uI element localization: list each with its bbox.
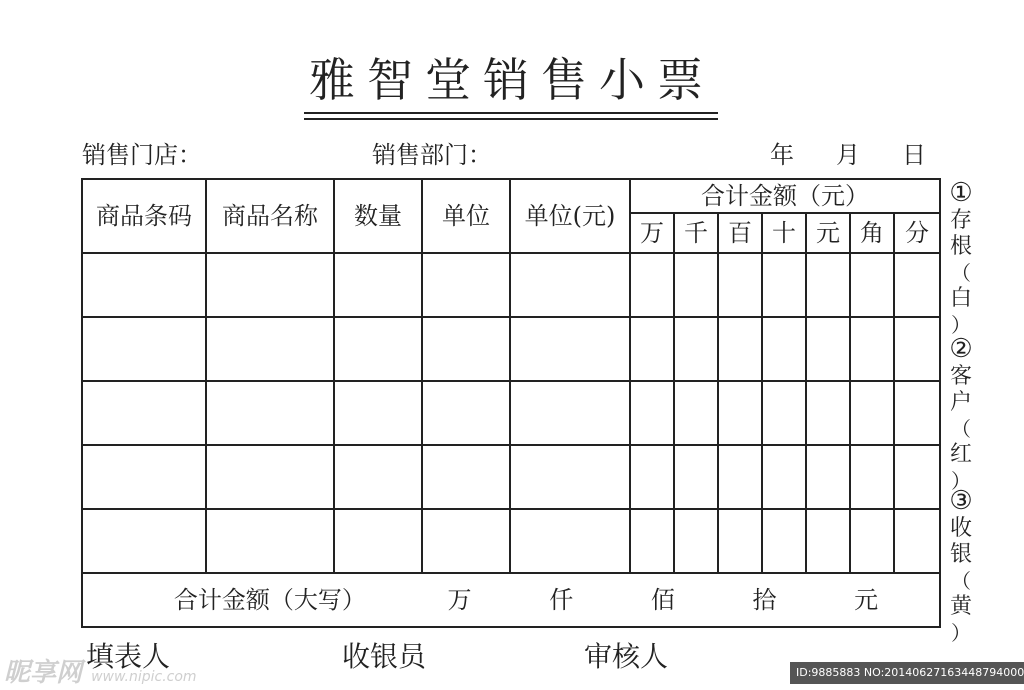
header-amount-total: 合计金额（元） bbox=[630, 179, 940, 213]
table-cell[interactable] bbox=[806, 253, 850, 317]
table-cell[interactable] bbox=[82, 253, 206, 317]
table-cell[interactable] bbox=[850, 445, 894, 509]
table-cell[interactable] bbox=[82, 509, 206, 573]
watermark-logo-text: 昵享网 bbox=[4, 658, 83, 688]
table-cell[interactable] bbox=[630, 253, 674, 317]
table-cell[interactable] bbox=[718, 317, 762, 381]
document-title: 雅智堂销售小票 bbox=[309, 53, 715, 107]
table-cell[interactable] bbox=[206, 381, 334, 445]
table-cell[interactable] bbox=[894, 509, 940, 573]
watermark-id-bar: ID:9885883 NO:20140627163448794000 bbox=[790, 662, 1024, 684]
table-cell[interactable] bbox=[334, 381, 422, 445]
copy-3-char: 收 bbox=[949, 516, 972, 541]
table-cell[interactable] bbox=[422, 317, 510, 381]
table-row bbox=[82, 509, 940, 573]
table-cell[interactable] bbox=[850, 253, 894, 317]
copy-3-paren: ） bbox=[951, 621, 971, 645]
copy-1-paren: （ bbox=[951, 261, 971, 285]
table-cell[interactable] bbox=[674, 509, 718, 573]
table-cell[interactable] bbox=[806, 317, 850, 381]
table-cell[interactable] bbox=[82, 445, 206, 509]
copy-2-char: 客 bbox=[949, 364, 972, 389]
table-cell[interactable] bbox=[718, 445, 762, 509]
copy-2-paren: ） bbox=[951, 469, 971, 493]
table-cell[interactable] bbox=[762, 445, 806, 509]
date-day: 日 bbox=[902, 141, 926, 169]
table-row bbox=[82, 253, 940, 317]
table-cell[interactable] bbox=[510, 445, 630, 509]
amount-unit-jiao: 角 bbox=[850, 213, 894, 253]
copy-1-paren: ） bbox=[951, 313, 971, 337]
table-cell[interactable] bbox=[422, 253, 510, 317]
copy-2-paren: （ bbox=[951, 417, 971, 441]
total-unit-bai: 佰 bbox=[650, 586, 675, 614]
table-cell[interactable] bbox=[762, 253, 806, 317]
header-barcode: 商品条码 bbox=[82, 179, 206, 253]
table-cell[interactable] bbox=[630, 509, 674, 573]
table-cell[interactable] bbox=[806, 445, 850, 509]
table-cell[interactable] bbox=[718, 253, 762, 317]
table-cell[interactable] bbox=[206, 445, 334, 509]
copy-2-color: 红 bbox=[949, 442, 972, 467]
copy-2-char: 户 bbox=[949, 390, 972, 415]
table-cell[interactable] bbox=[630, 445, 674, 509]
watermark-logo bbox=[4, 652, 197, 689]
table-cell[interactable] bbox=[894, 381, 940, 445]
table-row bbox=[82, 381, 940, 445]
table-cell[interactable] bbox=[334, 445, 422, 509]
amount-unit-yuan: 元 bbox=[806, 213, 850, 253]
title-underline-bottom bbox=[304, 118, 718, 120]
copy-label-2 bbox=[944, 334, 978, 494]
amount-unit-shi: 十 bbox=[762, 213, 806, 253]
table-cell[interactable] bbox=[894, 317, 940, 381]
table-cell[interactable] bbox=[718, 381, 762, 445]
date-month: 月 bbox=[836, 141, 860, 169]
total-in-words-cell[interactable] bbox=[82, 573, 940, 627]
table-cell[interactable] bbox=[510, 317, 630, 381]
table-cell[interactable] bbox=[674, 445, 718, 509]
table-cell[interactable] bbox=[206, 509, 334, 573]
copy-3-char: 银 bbox=[949, 542, 972, 567]
header-unit-price: 单位(元) bbox=[510, 179, 630, 253]
receipt-table bbox=[81, 178, 941, 628]
table-cell[interactable] bbox=[718, 509, 762, 573]
copy-label-3 bbox=[944, 486, 978, 646]
copy-1-color: 白 bbox=[949, 286, 972, 311]
table-cell[interactable] bbox=[422, 509, 510, 573]
header-quantity: 数量 bbox=[334, 179, 422, 253]
signature-reviewer: 审核人 bbox=[584, 640, 669, 673]
table-cell[interactable] bbox=[894, 253, 940, 317]
table-row bbox=[82, 445, 940, 509]
amount-unit-bai: 百 bbox=[718, 213, 762, 253]
copy-3-paren: （ bbox=[951, 569, 971, 593]
copy-label-1 bbox=[944, 178, 978, 338]
table-cell[interactable] bbox=[674, 381, 718, 445]
table-cell[interactable] bbox=[82, 381, 206, 445]
table-cell[interactable] bbox=[334, 253, 422, 317]
total-unit-shi: 拾 bbox=[752, 586, 777, 614]
copy-1-char: 根 bbox=[949, 234, 972, 259]
table-cell[interactable] bbox=[510, 253, 630, 317]
title-underline-top bbox=[304, 112, 718, 114]
table-cell[interactable] bbox=[806, 509, 850, 573]
table-cell[interactable] bbox=[894, 445, 940, 509]
amount-unit-fen: 分 bbox=[894, 213, 940, 253]
store-label: 销售门店： bbox=[82, 141, 202, 169]
header-unit: 单位 bbox=[422, 179, 510, 253]
dept-label: 销售部门： bbox=[372, 141, 492, 169]
table-cell[interactable] bbox=[630, 317, 674, 381]
table-cell[interactable] bbox=[762, 509, 806, 573]
signature-filler: 填表人 bbox=[86, 640, 171, 673]
table-cell[interactable] bbox=[850, 509, 894, 573]
copy-number-2: ② bbox=[949, 334, 973, 364]
copy-1-char: 存 bbox=[949, 208, 972, 233]
table-cell[interactable] bbox=[674, 317, 718, 381]
table-cell[interactable] bbox=[850, 317, 894, 381]
amount-unit-wan: 万 bbox=[630, 213, 674, 253]
total-unit-wan: 万 bbox=[447, 586, 472, 614]
table-cell[interactable] bbox=[762, 381, 806, 445]
table-cell[interactable] bbox=[206, 253, 334, 317]
table-cell[interactable] bbox=[806, 381, 850, 445]
table-cell[interactable] bbox=[762, 317, 806, 381]
table-cell[interactable] bbox=[510, 509, 630, 573]
total-unit-qian: 仟 bbox=[549, 586, 574, 614]
table-cell[interactable] bbox=[82, 317, 206, 381]
signature-cashier: 收银员 bbox=[342, 640, 427, 673]
total-unit-yuan: 元 bbox=[854, 586, 879, 614]
table-cell[interactable] bbox=[334, 317, 422, 381]
table-row bbox=[82, 317, 940, 381]
watermark-logo-url: www.nipic.com bbox=[91, 669, 197, 685]
amount-unit-qian: 千 bbox=[674, 213, 718, 253]
table-cell[interactable] bbox=[510, 381, 630, 445]
table-cell[interactable] bbox=[334, 509, 422, 573]
total-row bbox=[82, 573, 940, 627]
table-cell[interactable] bbox=[206, 317, 334, 381]
copy-number-1: ① bbox=[949, 178, 973, 208]
table-cell[interactable] bbox=[850, 381, 894, 445]
table-cell[interactable] bbox=[674, 253, 718, 317]
copy-number-3: ③ bbox=[949, 486, 973, 516]
header-product-name: 商品名称 bbox=[206, 179, 334, 253]
copy-3-color: 黄 bbox=[949, 594, 972, 619]
table-cell[interactable] bbox=[422, 381, 510, 445]
table-cell[interactable] bbox=[422, 445, 510, 509]
total-in-words-label: 合计金额（大写） bbox=[173, 586, 366, 614]
date-year: 年 bbox=[770, 141, 794, 169]
table-cell[interactable] bbox=[630, 381, 674, 445]
